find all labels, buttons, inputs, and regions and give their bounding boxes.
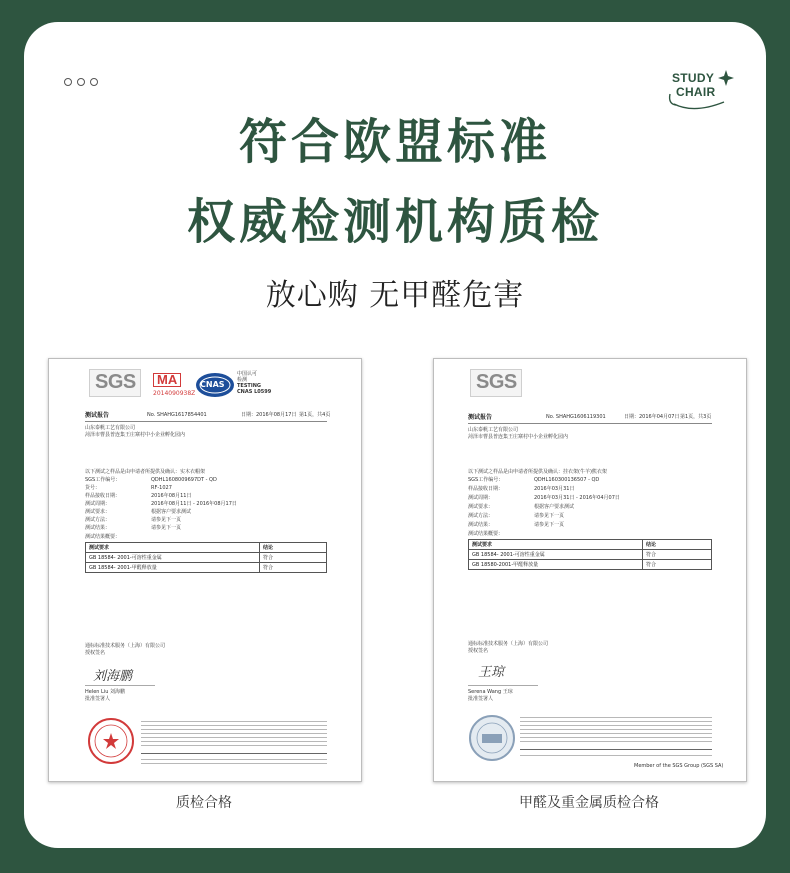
field-key: 测试周期： xyxy=(85,501,111,507)
headline-line-2: 权威检测机构质检 xyxy=(186,194,603,250)
field-key: 测试方法： xyxy=(468,513,494,519)
sgs-logo: SGS xyxy=(476,371,517,393)
results-table xyxy=(85,542,327,573)
client-name: 山东泰帆工艺有限公司 xyxy=(85,425,136,431)
field-key: 测试方法： xyxy=(85,517,111,523)
field-value: QDHL1608009697DT - QD xyxy=(151,477,217,483)
cnas-number: CNAS L0599 xyxy=(237,389,272,395)
certificate-right xyxy=(433,358,747,782)
table-header-row xyxy=(86,543,327,553)
cnas-en: TESTING xyxy=(237,383,261,389)
headline-line-1: 符合欧盟标准 xyxy=(238,114,551,170)
report-title: 测试报告 xyxy=(85,412,110,419)
report-page: 第1页，共3页 xyxy=(680,414,712,420)
cnas-logo-text: CNAS xyxy=(200,380,225,389)
table-cell: GB 18580-2001-甲醛释放量 xyxy=(469,560,643,570)
table-cell: 符合 xyxy=(643,560,712,570)
field-value: 2016年08月11日 xyxy=(151,493,192,499)
table-row xyxy=(86,563,327,573)
field-value: QDHL160300136507 - QD xyxy=(534,477,600,483)
authorized-signature-label: 授权签名 xyxy=(85,650,106,656)
logo-line-1: STUDY xyxy=(672,71,715,85)
table-cell: GB 18584- 2001-可溶性重金属 xyxy=(86,553,260,563)
signer-name: Helen Liu 刘海鹏 xyxy=(85,689,125,695)
field-value: 2016年03月31日 - 2016年04月07日 xyxy=(534,495,620,501)
table-cell: 符合 xyxy=(260,563,327,573)
field-key: 测试要求： xyxy=(468,504,494,510)
field-value: 请参见下一页 xyxy=(534,513,565,519)
field-key: 货号： xyxy=(85,485,101,491)
caption-left: 质检合格 xyxy=(176,795,232,811)
red-stamp-icon xyxy=(87,717,135,765)
signature-icon: 刘海鹏 xyxy=(93,669,133,684)
table-cell: GB 18584- 2001-可溶性重金属 xyxy=(469,550,643,560)
field-value: 2016年08月11日 - 2016年08月17日 xyxy=(151,501,237,507)
field-value: RF-1027 xyxy=(151,485,172,491)
signer-title: 批准签署人 xyxy=(85,696,111,702)
sample-intro: 以下测试之样品是由申请者所提供及确认：实木衣帽架 xyxy=(85,469,206,475)
sample-intro: 以下测试之样品是由申请者所提供及确认：挂衣架(牛羊)熊衣架 xyxy=(468,469,607,475)
table-row xyxy=(86,553,327,563)
field-key: 测试结果： xyxy=(468,522,494,528)
table-header-cell: 测试要求 xyxy=(86,543,260,553)
table-row xyxy=(469,560,712,570)
table-header-cell: 结论 xyxy=(260,543,327,553)
table-row xyxy=(469,550,712,560)
report-number: No. SHAHG1606119301 xyxy=(546,414,606,420)
caption-right: 甲醛及重金属质检合格 xyxy=(519,795,659,811)
report-date: 日期：2016年08月17日 xyxy=(241,412,297,418)
table-header-cell: 结论 xyxy=(643,540,712,550)
study-chair-logo xyxy=(664,64,739,114)
field-key: 样品接收日期： xyxy=(468,486,504,492)
divider xyxy=(468,423,712,424)
signer-title: 批准签署人 xyxy=(468,696,494,702)
subheadline: 放心购 无甲醛危害 xyxy=(265,278,525,313)
signature-icon: 王琼 xyxy=(478,665,505,680)
content-card xyxy=(24,22,766,848)
summary-label: 测试结果概要： xyxy=(468,531,504,537)
company-name: 通标标准技术服务（上海）有限公司 xyxy=(468,641,549,647)
signature-line xyxy=(468,685,538,686)
cnas-cn: 中国认可 xyxy=(237,371,258,377)
field-key: SGS工作编号： xyxy=(85,477,121,483)
field-value: 请参见下一页 xyxy=(151,517,182,523)
sgs-seal-icon xyxy=(468,714,516,762)
authorized-signature-label: 授权签名 xyxy=(468,648,489,654)
logo-line-2: CHAIR xyxy=(676,85,716,99)
report-title: 测试报告 xyxy=(468,414,493,421)
table-cell: 符合 xyxy=(260,553,327,563)
sgs-group-footer: Member of the SGS Group (SGS SA) xyxy=(634,763,724,769)
client-address: 菏泽市曹县普连集王庄寨村中小企业孵化园内 xyxy=(85,432,186,438)
dots-icon xyxy=(64,78,98,86)
field-key: 样品接收日期： xyxy=(85,493,121,499)
table-header-row xyxy=(469,540,712,550)
field-key: SGS工作编号： xyxy=(468,477,504,483)
results-table xyxy=(468,539,712,570)
field-key: 测试周期： xyxy=(468,495,494,501)
field-value: 请参见下一页 xyxy=(534,522,565,528)
field-value: 根据客户要求测试 xyxy=(151,509,192,515)
field-value: 请参见下一页 xyxy=(151,525,182,531)
cnas-cn-2: 检测 xyxy=(237,377,248,383)
table-header-cell: 测试要求 xyxy=(469,540,643,550)
field-value: 根据客户要求测试 xyxy=(534,504,575,510)
field-key: 测试结果： xyxy=(85,525,111,531)
divider xyxy=(85,421,327,422)
certificate-left xyxy=(48,358,362,782)
client-name: 山东泰帆工艺有限公司 xyxy=(468,427,519,433)
report-date: 日期：2016年04月07日 xyxy=(624,414,680,420)
table-cell: 符合 xyxy=(643,550,712,560)
sgs-logo: SGS xyxy=(95,371,136,393)
client-address: 菏泽市曹县普连集王庄寨村中小企业孵化园内 xyxy=(468,434,569,440)
report-number: No. SHAHG1617854401 xyxy=(147,412,207,418)
report-page: 第1页，共4页 xyxy=(299,412,331,418)
field-key: 测试要求： xyxy=(85,509,111,515)
signature-line xyxy=(85,685,155,686)
ma-mark: MA xyxy=(153,373,181,387)
table-cell: GB 18584- 2001-甲醛释放量 xyxy=(86,563,260,573)
signer-name: Serena Wang 王琼 xyxy=(468,689,513,695)
company-name: 通标标准技术服务（上海）有限公司 xyxy=(85,643,166,649)
summary-label: 测试结果概要： xyxy=(85,534,121,540)
field-value: 2016年03月31日 xyxy=(534,486,575,492)
ma-number: 2014090938Z xyxy=(153,390,196,397)
